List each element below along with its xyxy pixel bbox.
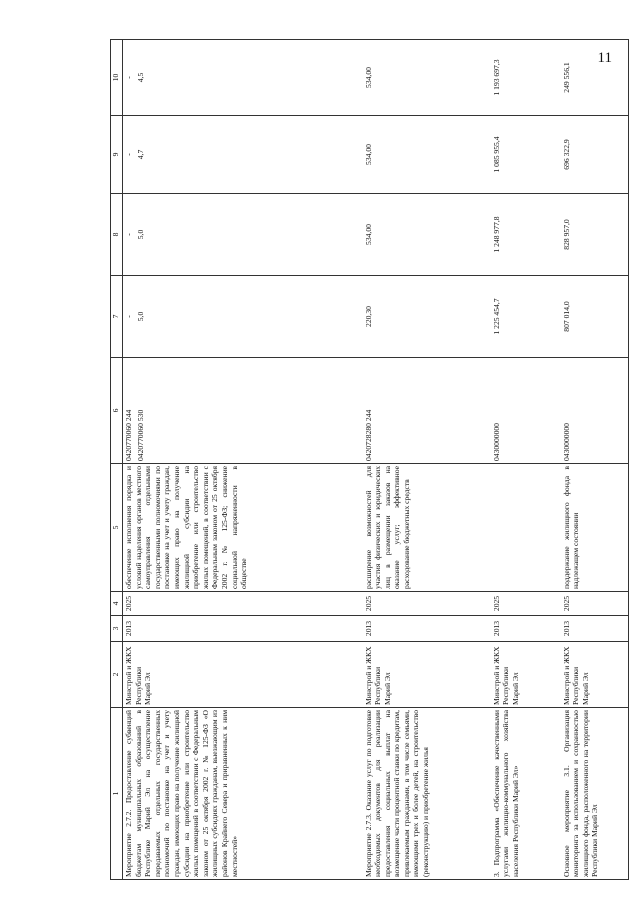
col-header: 5 [111, 464, 123, 592]
end-year: 2025 [123, 592, 363, 616]
value-col7: 220,30 [363, 276, 491, 358]
budget-code: 0430000000 [491, 358, 561, 464]
col-header: 8 [111, 194, 123, 276]
col-header: 9 [111, 116, 123, 194]
end-year: 2025 [561, 592, 629, 616]
responsible: Минстрой и ЖКХ Республики Марий Эл [561, 642, 629, 708]
budget-code: 0420770060 244 0420770060 530 [123, 358, 363, 464]
end-year: 2025 [363, 592, 491, 616]
col-header: 1 [111, 708, 123, 880]
table-row [123, 40, 363, 880]
value-col10: - 4,5 [123, 40, 363, 116]
col-header: 3 [111, 616, 123, 642]
col-header: 7 [111, 276, 123, 358]
value-col7: 1 225 454,7 [491, 276, 561, 358]
col-header: 6 [111, 358, 123, 464]
value-col8: 1 248 977,8 [491, 194, 561, 276]
budget-code: 0420728280 244 [363, 358, 491, 464]
header-row [111, 40, 123, 880]
value-col7: 807 014,0 [561, 276, 629, 358]
expected-result: поддержание жилищного фонда в надлежащем состоянии [561, 464, 629, 592]
value-col9: 534,00 [363, 116, 491, 194]
start-year: 2013 [491, 616, 561, 642]
rotated-table-container [110, 40, 630, 880]
start-year: 2013 [561, 616, 629, 642]
page-number: 11 [597, 50, 612, 66]
value-col9: 1 085 955,4 [491, 116, 561, 194]
table-row [561, 40, 629, 880]
expected-result [491, 464, 561, 592]
value-col10: 249 556,1 [561, 40, 629, 116]
end-year: 2025 [491, 592, 561, 616]
value-col8: - 5,0 [123, 194, 363, 276]
col-header: 4 [111, 592, 123, 616]
col-header: 10 [111, 40, 123, 116]
measure-name: Основное мероприятие 3.1. Организация мониторинга за использованием и сохранностью жилищного фонда, расположенного на территории Республики Марий Эл [561, 708, 629, 880]
value-col10: 1 193 697,3 [491, 40, 561, 116]
responsible: Минстрой и ЖКХ Республики Марий Эл [363, 642, 491, 708]
responsible: Минстрой и ЖКХ Республики Марий Эл [123, 642, 363, 708]
col-header: 2 [111, 642, 123, 708]
expected-result: обеспечение исполнения порядка и условий наделения органов местного самоуправления отдельными государственными полномочиями по постановке на учет и учету граждан, имеющих право на получение жилищной субсидии на приобретение или строительство жилых помещений, в соответствии с Федеральным законом от 25 октября 2002 г. № 125-ФЗ; снижение социальной напряженности в обществе [123, 464, 363, 592]
value-col8: 828 957,0 [561, 194, 629, 276]
responsible: Минстрой и ЖКХ Республики Марий Эл [491, 642, 561, 708]
table-row [363, 40, 491, 880]
table-row [491, 40, 561, 880]
budget-table [110, 39, 629, 880]
measure-name: Мероприятие 2.7.2. Предоставление субвенций бюджетам муниципальных образований в Республике Марий Эл на осуществление передаваемых отдельных государственных полномочий по постановке на учет и учету граждан, имеющих право на получение жилищной субсидии на приобретение или строительство жилых помещений в соответствии с Федеральным законом от 25 октября 2002 г. № 125-ФЗ «О жилищных субсидиях гражданам, выезжающим из районов Крайнего Севера и приравненных к ним местностей» [123, 708, 363, 880]
measure-name: 3. Подпрограмма «Обеспечение качественными услугами жилищно-коммунального хозяйства населения Республики Марий Эл» [491, 708, 561, 880]
measure-name: Мероприятие 2.7.3. Оказание услуг по подготовке необходимых документов для реализации предоставления социальных выплат на возмещение части процентной ставки по кредитам, привлекаемым гражданами, в том числе семьями, имеющими трех и более детей, на строительство (реконструкцию) и приобретение жилья [363, 708, 491, 880]
value-col10: 534,00 [363, 40, 491, 116]
value-col7: - 5,0 [123, 276, 363, 358]
start-year: 2013 [123, 616, 363, 642]
value-col9: - 4,7 [123, 116, 363, 194]
start-year: 2013 [363, 616, 491, 642]
value-col8: 534,00 [363, 194, 491, 276]
expected-result: расширение возможностей для участия физических и юридических лиц в размещении заказов на оказание услуг; эффективное расходование бюджетных средств [363, 464, 491, 592]
value-col9: 696 322,9 [561, 116, 629, 194]
budget-code: 0430000000 [561, 358, 629, 464]
